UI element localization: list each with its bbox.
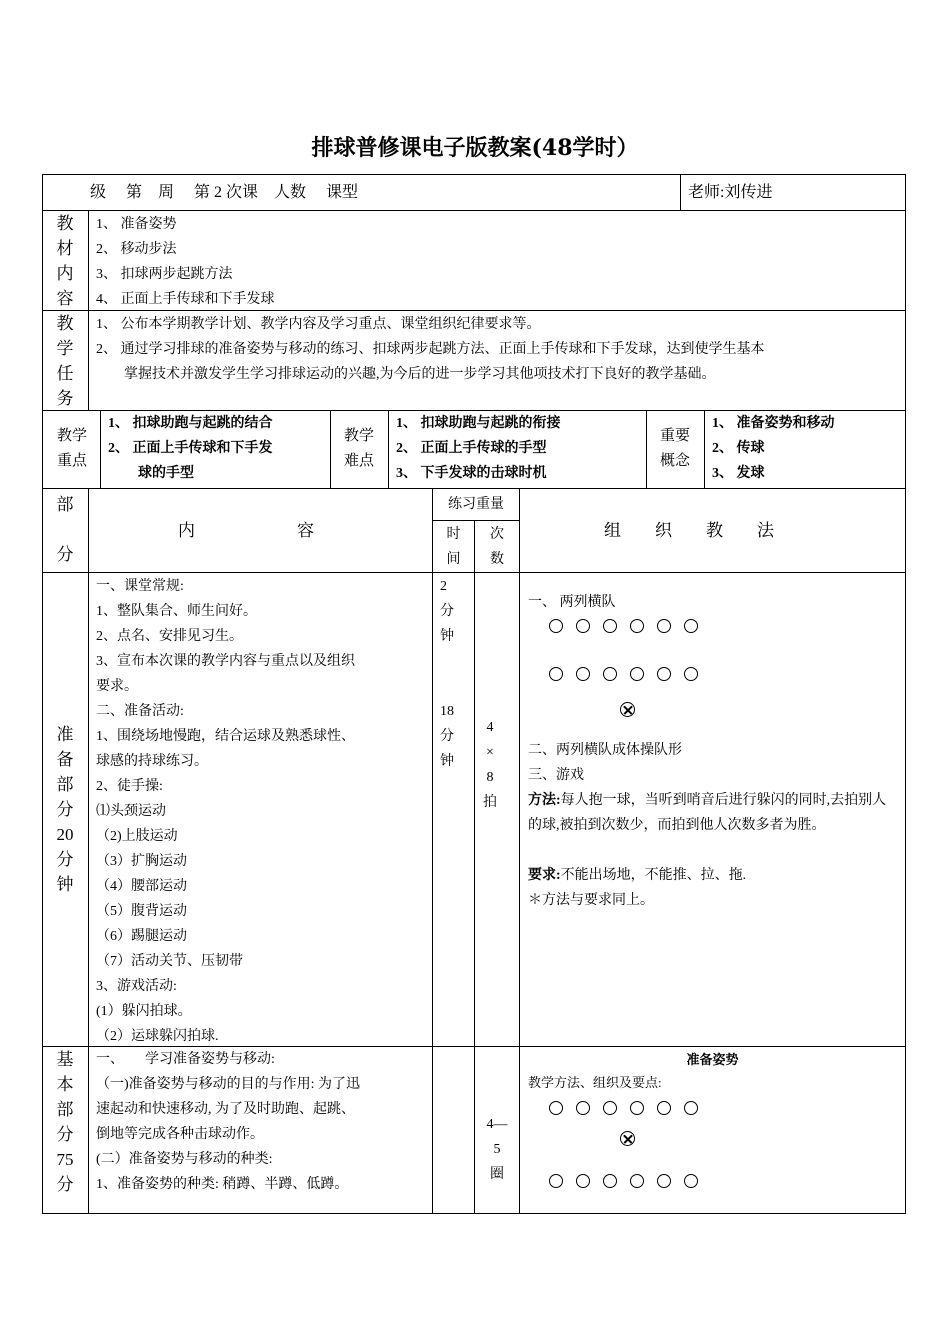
player-marker — [603, 667, 617, 681]
player-marker — [576, 1101, 590, 1115]
formation-row-3 — [549, 1099, 711, 1116]
col-divider — [88, 210, 89, 410]
player-marker — [630, 619, 644, 633]
list-item: （3）扩胸运动 — [96, 854, 187, 869]
list-item: （7）活动关节、压韧带 — [96, 954, 243, 969]
player-marker — [549, 1101, 563, 1115]
player-marker — [657, 1174, 671, 1188]
page-title: 排球普修课电子版教案(48学时） — [311, 135, 639, 161]
col-divider — [704, 410, 705, 488]
col-divider — [330, 410, 331, 488]
list-item: 倒地等完成各种击球动作。 — [96, 1127, 264, 1142]
list-item: 2、徒手操: — [96, 779, 163, 794]
list-item: 2、点名、安排见习生。 — [96, 629, 243, 644]
list-item: 1、 准备姿势和移动 — [712, 416, 835, 431]
col-divider — [432, 488, 433, 1214]
game-requirement: 要求:不能出场地，不能推、拉、拖. — [528, 868, 747, 883]
col-divider — [388, 410, 389, 488]
list-item: 掌握技术并激发学生学习排球运动的兴趣,为今后的进一步学习其他项技术打下良好的教学基础。 — [124, 367, 716, 382]
list-item: （一)准备姿势与移动的目的与作用: 为了迅 — [96, 1077, 361, 1092]
teacher-marker-icon — [620, 1131, 635, 1146]
concept-label: 重要 概念 — [659, 428, 690, 469]
list-item: 一、课堂常规: — [96, 579, 184, 594]
player-marker — [684, 667, 698, 681]
col-divider — [88, 488, 89, 1214]
task-list — [96, 312, 765, 387]
list-item: 速起动和快速移动, 为了及时助跑、起跳、 — [96, 1102, 355, 1117]
player-marker — [603, 1174, 617, 1188]
col-divider — [519, 488, 520, 1214]
list-item: 3、 下手发球的击球时机 — [396, 466, 547, 481]
list-item: (1）躲闪拍球。 — [96, 1004, 192, 1019]
list-item: 4、 正面上手传球和下手发球 — [96, 292, 275, 307]
list-item: （4）腰部运动 — [96, 879, 187, 894]
player-marker — [657, 1101, 671, 1115]
prep-time-1: 2 分 钟 — [440, 579, 454, 644]
player-marker — [630, 1174, 644, 1188]
player-marker — [549, 619, 563, 633]
game-method: 方法:每人抱一球，当听到哨音后进行躲闪的同时,去拍别人的球,被拍到次数少，而拍到他人次数多者为胜。 — [528, 793, 887, 833]
list-item: 2、 移动步法 — [96, 242, 177, 257]
difficulty-list — [396, 411, 561, 486]
list-item: 3、游戏活动: — [96, 979, 177, 994]
player-marker — [657, 619, 671, 633]
player-marker — [603, 1101, 617, 1115]
list-item: 球的手型 — [138, 466, 194, 481]
basic-label: 基 本 部 分 75 分 — [56, 1050, 74, 1194]
lesson-info: 级 第 周 第 2 次课 人数 课型 — [90, 184, 359, 201]
difficulty-label: 教学 难点 — [343, 428, 374, 469]
player-marker — [549, 1174, 563, 1188]
task-label: 教 学 任 务 — [56, 314, 74, 408]
player-marker — [576, 1174, 590, 1188]
col-divider — [680, 174, 681, 210]
list-item: 2、 正面上手传球和下手发 — [108, 441, 273, 456]
formation-2-label: 二、两列横队成体操队形 — [528, 743, 682, 758]
prep-time-2: 18 分 钟 — [440, 704, 454, 769]
player-marker — [603, 619, 617, 633]
basic-method-title: 准备姿势 — [686, 1052, 739, 1067]
list-item: 1、 公布本学期教学计划、教学内容及学习重点、课堂组织纪律要求等。 — [96, 317, 541, 332]
content-header: 内 容 — [178, 521, 314, 540]
teacher-name: 老师:刘传进 — [688, 184, 773, 201]
list-item: （6）踢腿运动 — [96, 929, 187, 944]
formation-row-4 — [549, 1172, 711, 1189]
list-item: （2)上肢运动 — [96, 829, 178, 844]
list-item: 二、准备活动: — [96, 704, 184, 719]
formation-1-label: 一、 两列横队 — [528, 595, 616, 610]
list-item: 要求。 — [96, 679, 138, 694]
load-header: 练习重量 — [448, 497, 504, 512]
list-item: 1、准备姿势的种类: 稍蹲、半蹲、低蹲。 — [96, 1177, 349, 1192]
list-item: (二）准备姿势与移动的种类: — [96, 1152, 273, 1167]
game-label: 三、游戏 — [528, 768, 584, 783]
list-item: 2、 传球 — [712, 441, 765, 456]
list-item: 1、 扣球助跑与起跳的结合 — [108, 416, 273, 431]
time-header: 时 间 — [446, 527, 461, 567]
focus-label: 教学 重点 — [56, 428, 87, 469]
list-item: 3、 发球 — [712, 466, 765, 481]
basic-content — [96, 1047, 360, 1197]
player-marker — [657, 667, 671, 681]
basic-method-subtitle: 教学方法、组织及要点: — [528, 1075, 662, 1090]
row-divider — [42, 210, 906, 211]
formation-row-1 — [549, 617, 711, 634]
part-header: 部 分 — [56, 495, 74, 564]
player-marker — [549, 667, 563, 681]
list-item: 3、宣布本次课的教学内容与重点以及组织 — [96, 654, 355, 669]
material-label: 教 材 内 容 — [56, 214, 74, 308]
list-item: 1、围绕场地慢跑，结合运球及熟悉球性、 — [96, 729, 355, 744]
list-item: 3、 扣球两步起跳方法 — [96, 267, 233, 282]
list-item: 1、 扣球助跑与起跳的衔接 — [396, 416, 561, 431]
player-marker — [684, 1174, 698, 1188]
col-divider — [646, 410, 647, 488]
list-item: 2、 正面上手传球的手型 — [396, 441, 547, 456]
col-divider — [474, 520, 475, 1214]
focus-list — [108, 411, 273, 486]
method-header: 组 织 教 法 — [604, 521, 774, 540]
player-marker — [630, 667, 644, 681]
player-marker — [684, 619, 698, 633]
list-item: 2、 通过学习排球的准备姿势与移动的练习、扣球两步起跳方法、正面上手传球和下手发球，达到使学生基本 — [96, 342, 765, 357]
prep-content — [96, 574, 355, 1049]
player-marker — [630, 1101, 644, 1115]
col-divider — [100, 410, 101, 488]
prep-label: 准 备 部 分 20 分 钟 — [56, 725, 74, 894]
list-item: 1、 准备姿势 — [96, 217, 177, 232]
material-list — [96, 212, 275, 312]
count-header: 次 数 — [490, 527, 504, 567]
game-note: ＊方法与要求同上。 — [528, 893, 654, 908]
list-item: 一、 学习准备姿势与移动: — [96, 1052, 275, 1067]
list-item: 球感的持球练习。 — [96, 754, 208, 769]
list-item: （2）运球躲闪拍球. — [96, 1029, 219, 1044]
row-divider — [42, 488, 906, 489]
teacher-marker-icon — [620, 702, 635, 717]
concept-list — [712, 411, 835, 486]
player-marker — [576, 667, 590, 681]
prep-count: 4 × 8 拍 — [483, 720, 497, 810]
list-item: （5）腹背运动 — [96, 904, 187, 919]
player-marker — [576, 619, 590, 633]
list-item: ⑴头颈运动 — [96, 804, 166, 819]
basic-count: 4— 5 圈 — [486, 1117, 508, 1182]
formation-row-2 — [549, 665, 711, 682]
list-item: 1、整队集合、师生问好。 — [96, 604, 257, 619]
row-divider — [432, 520, 519, 521]
player-marker — [684, 1101, 698, 1115]
